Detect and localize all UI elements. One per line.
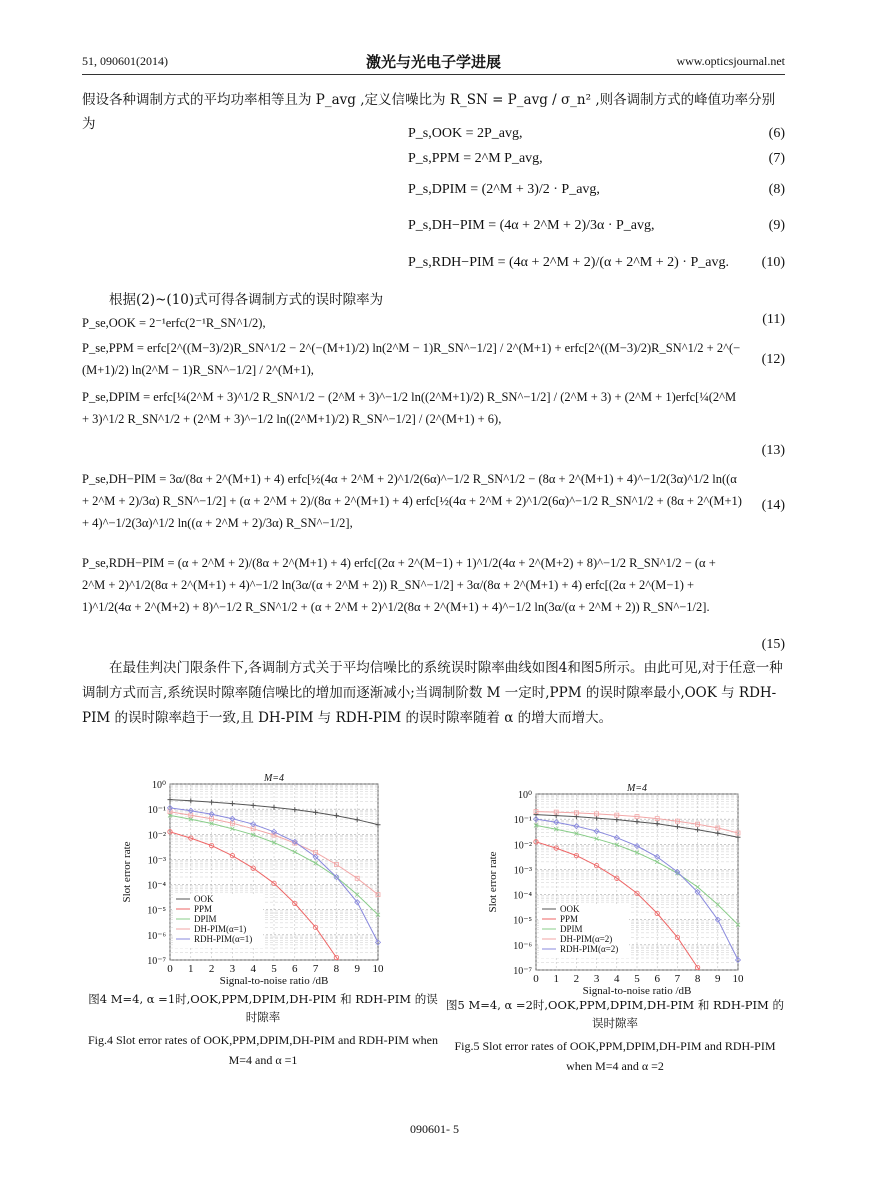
- peak-equation: P_s,PPM = 2^M P_avg,: [408, 151, 543, 166]
- legend-label: DH-PIM(α=2): [560, 934, 613, 944]
- y-axis-label: Slot error rate: [487, 851, 499, 913]
- legend-label: DPIM: [194, 914, 217, 924]
- y-axis-label: Slot error rate: [121, 841, 133, 903]
- y-tick-label: 10⁻⁴: [147, 880, 166, 892]
- y-tick-label: 10⁻²: [513, 840, 532, 852]
- legend-label: OOK: [560, 904, 580, 914]
- error-rate-equation: P_se,DH−PIM = 3α/(8α + 2^(M+1) + 4) erfc[½(4α + 2^M + 2)^1/2(6α)^−1/2 R_SN^1/2 − (8α + 2^(M+1) + 4)^−1/2(3α)^1/2 ln((α + 2^M + 2)/3α) R_SN^−1/2] + (α + 2^M + 2)/(8α + 2^(M+1) + 4) erfc[½(4α + 2^M + 2)^1/2(6α)^−1/2 R_SN^1/2 + (8α + 2^(M+1) + 4)^−1/2(3α)^1/2 ln((α + 2^M + 2)/3α) R_SN^−1/2],: [82, 472, 742, 530]
- conclusion-paragraph: 在最佳判决门限条件下,各调制方式关于平均信噪比的系统误时隙率曲线如图4和图5所示。由此可见,对于任意一种调制方式而言,系统误时隙率随信噪比的增加而逐渐减小;当调制阶数 M 一定时,PPM 的误时隙率最小,OOK 与 RDH-PIM 的误时隙率趋于一致,且 DH-PIM 与 RDH-PIM 的误时隙率随着 α 的增大而增大。: [82, 660, 783, 726]
- error-rate-equation: P_se,PPM = erfc[2^((M−3)/2)R_SN^1/2 − 2^(−(M+1)/2) ln(2^M − 1)R_SN^−1/2] / 2^(M+1) + erfc[2^((M−3)/2)R_SN^1/2 + 2^(−(M+1)/2) ln(2^M − 1)R_SN^−1/2] / 2^(M+1),: [82, 341, 741, 377]
- chart-title: M=4: [263, 773, 285, 784]
- x-tick-label: 0: [533, 973, 539, 985]
- legend-label: OOK: [194, 894, 214, 904]
- equation-number: (6): [768, 126, 785, 141]
- x-tick-label: 4: [614, 973, 620, 985]
- error-rate-equation: P_se,DPIM = erfc[¼(2^M + 3)^1/2 R_SN^1/2 − (2^M + 3)^−1/2 ln((2^M+1)/2) R_SN^−1/2] / (2^M + 3) + (2^M + 1)erfc[¼(2^M + 3)^1/2 R_SN^1/2 + (2^M + 3)^−1/2 ln((2^M+1)/2) R_SN^−1/2] / (2^(M+1) + 6),: [82, 390, 737, 426]
- equation-number: (13): [761, 443, 785, 458]
- equation-number: (15): [761, 637, 785, 652]
- error-rate-equation: P_se,RDH−PIM = (α + 2^M + 2)/(8α + 2^(M+1) + 4) erfc[(2α + 2^(M−1) + 1)^1/2(4α + 2^(M+2) + 8)^−1/2 R_SN^1/2 − (α + 2^M + 2)^1/2(8α + 2^(M+1) + 4)^−1/2 ln(3α/(α + 2^M + 2)) R_SN^−1/2] + 3α/(8α + 2^(M+1) + 4) erfc[(2α + 2^(M−1) + 1)^1/2(4α + 2^(M+2) + 8)^−1/2 R_SN^1/2 + (α + 2^M + 2)^1/2(8α + 2^(M+1) + 4)^−1/2 ln(3α/(α + 2^M + 2)) R_SN^−1/2].: [82, 556, 716, 614]
- x-axis-label: Signal-to-noise ratio /dB: [219, 975, 329, 987]
- journal-volume: 51, 090601(2014): [82, 54, 168, 68]
- x-tick-label: 6: [654, 973, 660, 985]
- y-tick-label: 10⁻³: [147, 855, 166, 867]
- intro-paragraph: 假设各种调制方式的平均功率相等且为 P_avg ,定义信噪比为 R_SN = P_avg / σ_n² ,则各调制方式的峰值功率分别为: [82, 92, 776, 132]
- chart-title: M=4: [626, 783, 648, 794]
- y-tick-label: 10⁻⁷: [513, 966, 532, 977]
- y-tick-label: 10⁻⁶: [513, 940, 532, 952]
- x-tick-label: 5: [634, 973, 640, 985]
- equation-number: (10): [761, 255, 785, 270]
- x-tick-label: 10: [372, 963, 384, 975]
- y-tick-label: 10⁻³: [513, 865, 532, 877]
- x-tick-label: 3: [229, 963, 236, 975]
- peak-equation: P_s,OOK = 2P_avg,: [408, 126, 523, 141]
- x-tick-label: 7: [674, 973, 681, 985]
- x-tick-label: 6: [292, 963, 298, 975]
- y-tick-label: 10⁰: [151, 780, 166, 791]
- x-tick-label: 3: [593, 973, 600, 985]
- y-tick-label: 10⁻⁷: [147, 956, 166, 967]
- y-tick-label: 10⁻⁴: [513, 890, 532, 902]
- derive-paragraph: 根据(2)~(10)式可得各调制方式的误时隙率为: [109, 292, 384, 308]
- x-tick-label: 5: [271, 963, 277, 975]
- error-rate-equation: P_se,OOK = 2⁻¹erfc(2⁻¹R_SN^1/2),: [82, 316, 266, 330]
- figure-5-caption-cn: 图5 M=4, α =2时,OOK,PPM,DPIM,DH-PIM 和 RDH-PIM 的误时隙率: [446, 998, 784, 1030]
- legend-label: RDH-PIM(α=1): [194, 934, 253, 944]
- figure-5-chart: [478, 780, 778, 998]
- x-tick-label: 10: [732, 973, 744, 985]
- legend-label: PPM: [194, 904, 213, 914]
- y-tick-label: 10⁻¹: [147, 805, 166, 817]
- figure-4-chart: [112, 770, 418, 988]
- journal-url[interactable]: www.opticsjournal.net: [676, 54, 785, 68]
- page-header: [82, 52, 785, 75]
- x-tick-label: 1: [553, 973, 559, 985]
- x-tick-label: 2: [573, 973, 580, 985]
- peak-equation: P_s,RDH−PIM = (4α + 2^M + 2)/(α + 2^M + 2) · P_avg.: [408, 255, 729, 270]
- figure-4-caption-cn: 图4 M=4, α =1时,OOK,PPM,DPIM,DH-PIM 和 RDH-PIM 的误时隙率: [88, 992, 438, 1024]
- equation-number: (12): [761, 352, 785, 367]
- x-tick-label: 9: [715, 973, 721, 985]
- y-tick-label: 10⁻⁵: [513, 915, 532, 927]
- legend-label: DH-PIM(α=1): [194, 924, 247, 934]
- equation-number: (8): [768, 182, 785, 197]
- equation-number: (11): [762, 312, 785, 327]
- peak-equation: P_s,DH−PIM = (4α + 2^M + 2)/3α · P_avg,: [408, 218, 655, 233]
- y-tick-label: 10⁻⁶: [147, 930, 166, 942]
- legend-label: DPIM: [560, 924, 583, 934]
- x-tick-label: 1: [188, 963, 194, 975]
- figure-5-caption-en: Fig.5 Slot error rates of OOK,PPM,DPIM,DH-PIM and RDH-PIM when M=4 and α =2: [454, 1039, 776, 1073]
- x-tick-label: 4: [250, 963, 256, 975]
- y-tick-label: 10⁻⁵: [147, 905, 166, 917]
- x-tick-label: 9: [354, 963, 360, 975]
- x-tick-label: 2: [208, 963, 215, 975]
- x-axis-label: Signal-to-noise ratio /dB: [582, 985, 692, 997]
- equation-number: (9): [768, 218, 785, 233]
- equation-number: (7): [768, 151, 785, 166]
- equation-number: (14): [761, 498, 785, 513]
- y-tick-label: 10⁰: [517, 790, 532, 801]
- y-tick-label: 10⁻¹: [513, 815, 532, 827]
- y-tick-label: 10⁻²: [147, 830, 166, 842]
- x-tick-label: 8: [333, 963, 340, 975]
- figure-4-caption-en: Fig.4 Slot error rates of OOK,PPM,DPIM,DH-PIM and RDH-PIM when M=4 and α =1: [88, 1033, 438, 1067]
- legend-label: RDH-PIM(α=2): [560, 944, 619, 954]
- peak-equation: P_s,DPIM = (2^M + 3)/2 · P_avg,: [408, 182, 600, 197]
- x-tick-label: 0: [167, 963, 173, 975]
- x-tick-label: 7: [312, 963, 319, 975]
- x-tick-label: 8: [694, 973, 701, 985]
- journal-title: 激光与光电子学进展: [365, 53, 501, 71]
- legend-label: PPM: [560, 914, 579, 924]
- page-number: 090601- 5: [410, 1122, 459, 1136]
